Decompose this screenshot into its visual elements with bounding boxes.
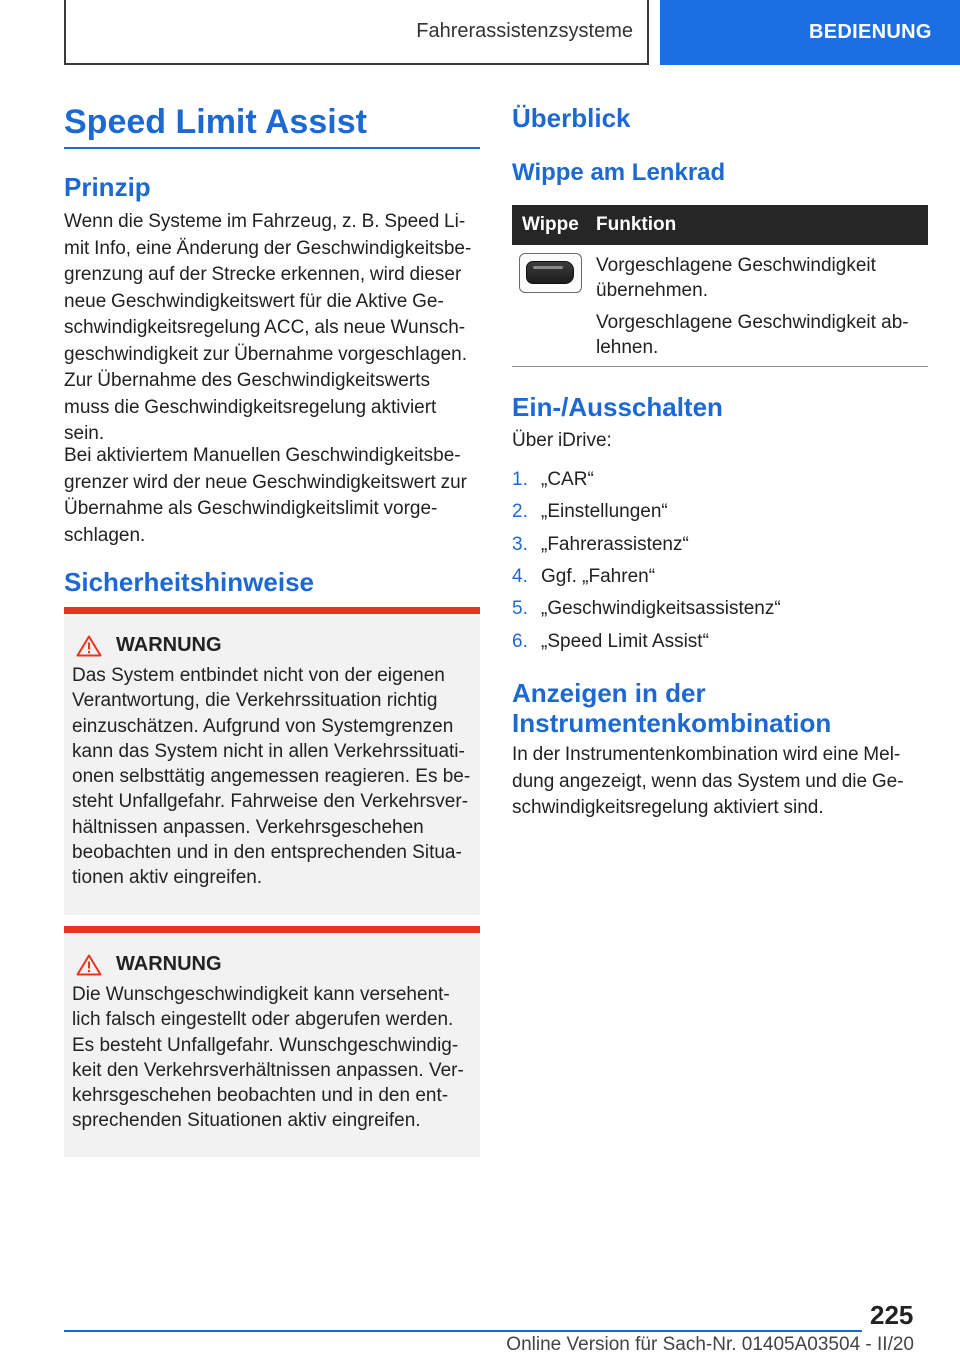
heading-rocker: Wippe am Lenkrad — [512, 159, 726, 186]
prinzip-paragraph-1: Wenn die Systeme im Fahrzeug, z. B. Speed Li- mit Info, eine Änderung der Geschwindigkeitsbe- grenzung auf der Strecke erkennen, wird dieser neue Geschwindigkeitswert für die Aktive Ge- schwindigkeitsregelung ACC, als neue Wunsch- geschwindigkeit zur Übernahme vorgeschlagen. Zur Übernahme des Geschwindigkeitswerts muss die Geschwindigkeitsregelung aktiviert sein. — [64, 211, 472, 444]
footer-divider — [64, 1330, 862, 1332]
heading-display: Anzeigen in der Instrumentenkombination — [512, 678, 832, 738]
via-idrive-text: Über iDrive: — [512, 430, 612, 451]
steps-list — [512, 464, 781, 658]
warning-box-1 — [64, 607, 480, 915]
header-section-title: Fahrerassistenzsysteme — [64, 0, 649, 65]
title-divider — [64, 147, 480, 149]
footer-online-version: Online Version für Sach-Nr. 01405A03504 - II/20 — [506, 1334, 914, 1355]
heading-safety: Sicherheitshinweise — [64, 567, 314, 597]
list-item: 3. „Fahrerassistenz“ — [512, 533, 689, 555]
list-item: 5. „Geschwindigkeitsassistenz“ — [512, 598, 781, 620]
heading-on-off: Ein-/Ausschalten — [512, 392, 723, 422]
display-paragraph: In der Instrumentenkombination wird eine Mel- dung angezeigt, wenn das System und die Ge- schwindigkeitsregelung aktiviert sind. — [512, 744, 904, 818]
page-number: 225 — [870, 1300, 914, 1330]
warning-text-2: Die Wunschgeschwindigkeit kann versehent- lich falsch eingestellt oder abgerufen werden. Es besteht Unfallgefahr. Wunschgeschwindig- keit den Verkehrsverhältnissen anpassen. Ver- kehrsgeschehen beobachten und in den ent- sprechenden Situationen aktiv eingreifen. — [72, 984, 464, 1132]
table-col-rocker: Wippe — [522, 214, 579, 235]
prinzip-paragraph-2: Bei aktiviertem Manuellen Geschwindigkeitsbe- grenzer wird der neue Geschwindigkeitswert zur Übernahme als Geschwindigkeitslimit vorge- schlagen. — [64, 445, 468, 546]
table-function-reject: Vorgeschlagene Geschwindigkeit ab- lehnen. — [596, 312, 909, 358]
table-col-function: Funktion — [596, 214, 677, 235]
warning-title-1: WARNUNG — [116, 634, 222, 656]
heading-overview: Überblick — [512, 103, 631, 133]
table-bottom-rule — [512, 366, 928, 367]
list-item: 4. Ggf. „Fahren“ — [512, 566, 656, 588]
heading-prinzip: Prinzip — [64, 172, 151, 202]
list-item: 6. „Speed Limit Assist“ — [512, 630, 709, 652]
warning-triangle-icon — [76, 635, 102, 657]
page-title: Speed Limit Assist — [64, 103, 367, 141]
list-item: 1. „CAR“ — [512, 469, 594, 491]
list-item: 2. „Einstellungen“ — [512, 501, 668, 523]
table-header — [512, 205, 928, 245]
steering-rocker-icon — [519, 253, 582, 293]
warning-text-1: Das System entbindet nicht von der eigenen Verantwortung, die Verkehrssituation richtig einzuschätzen. Aufgrund von Systemgrenzen kann das System nicht in allen Verkehrssituati- onen selbsttätig angemessen reagieren. Es be- steht Unfallgefahr. Fahrweise den Verkehrsver- hältnissen anpassen. Verkehrsgeschehen beobachten und in den entsprechenden Situa- tionen aktiv eingreifen. — [72, 665, 471, 889]
warning-triangle-icon — [76, 954, 102, 976]
header-chapter-tab: BEDIENUNG — [660, 0, 960, 65]
warning-box-2 — [64, 926, 480, 1157]
warning-title-2: WARNUNG — [116, 953, 222, 975]
table-function-accept: Vorgeschlagene Geschwindigkeit übernehmen. — [596, 255, 876, 301]
